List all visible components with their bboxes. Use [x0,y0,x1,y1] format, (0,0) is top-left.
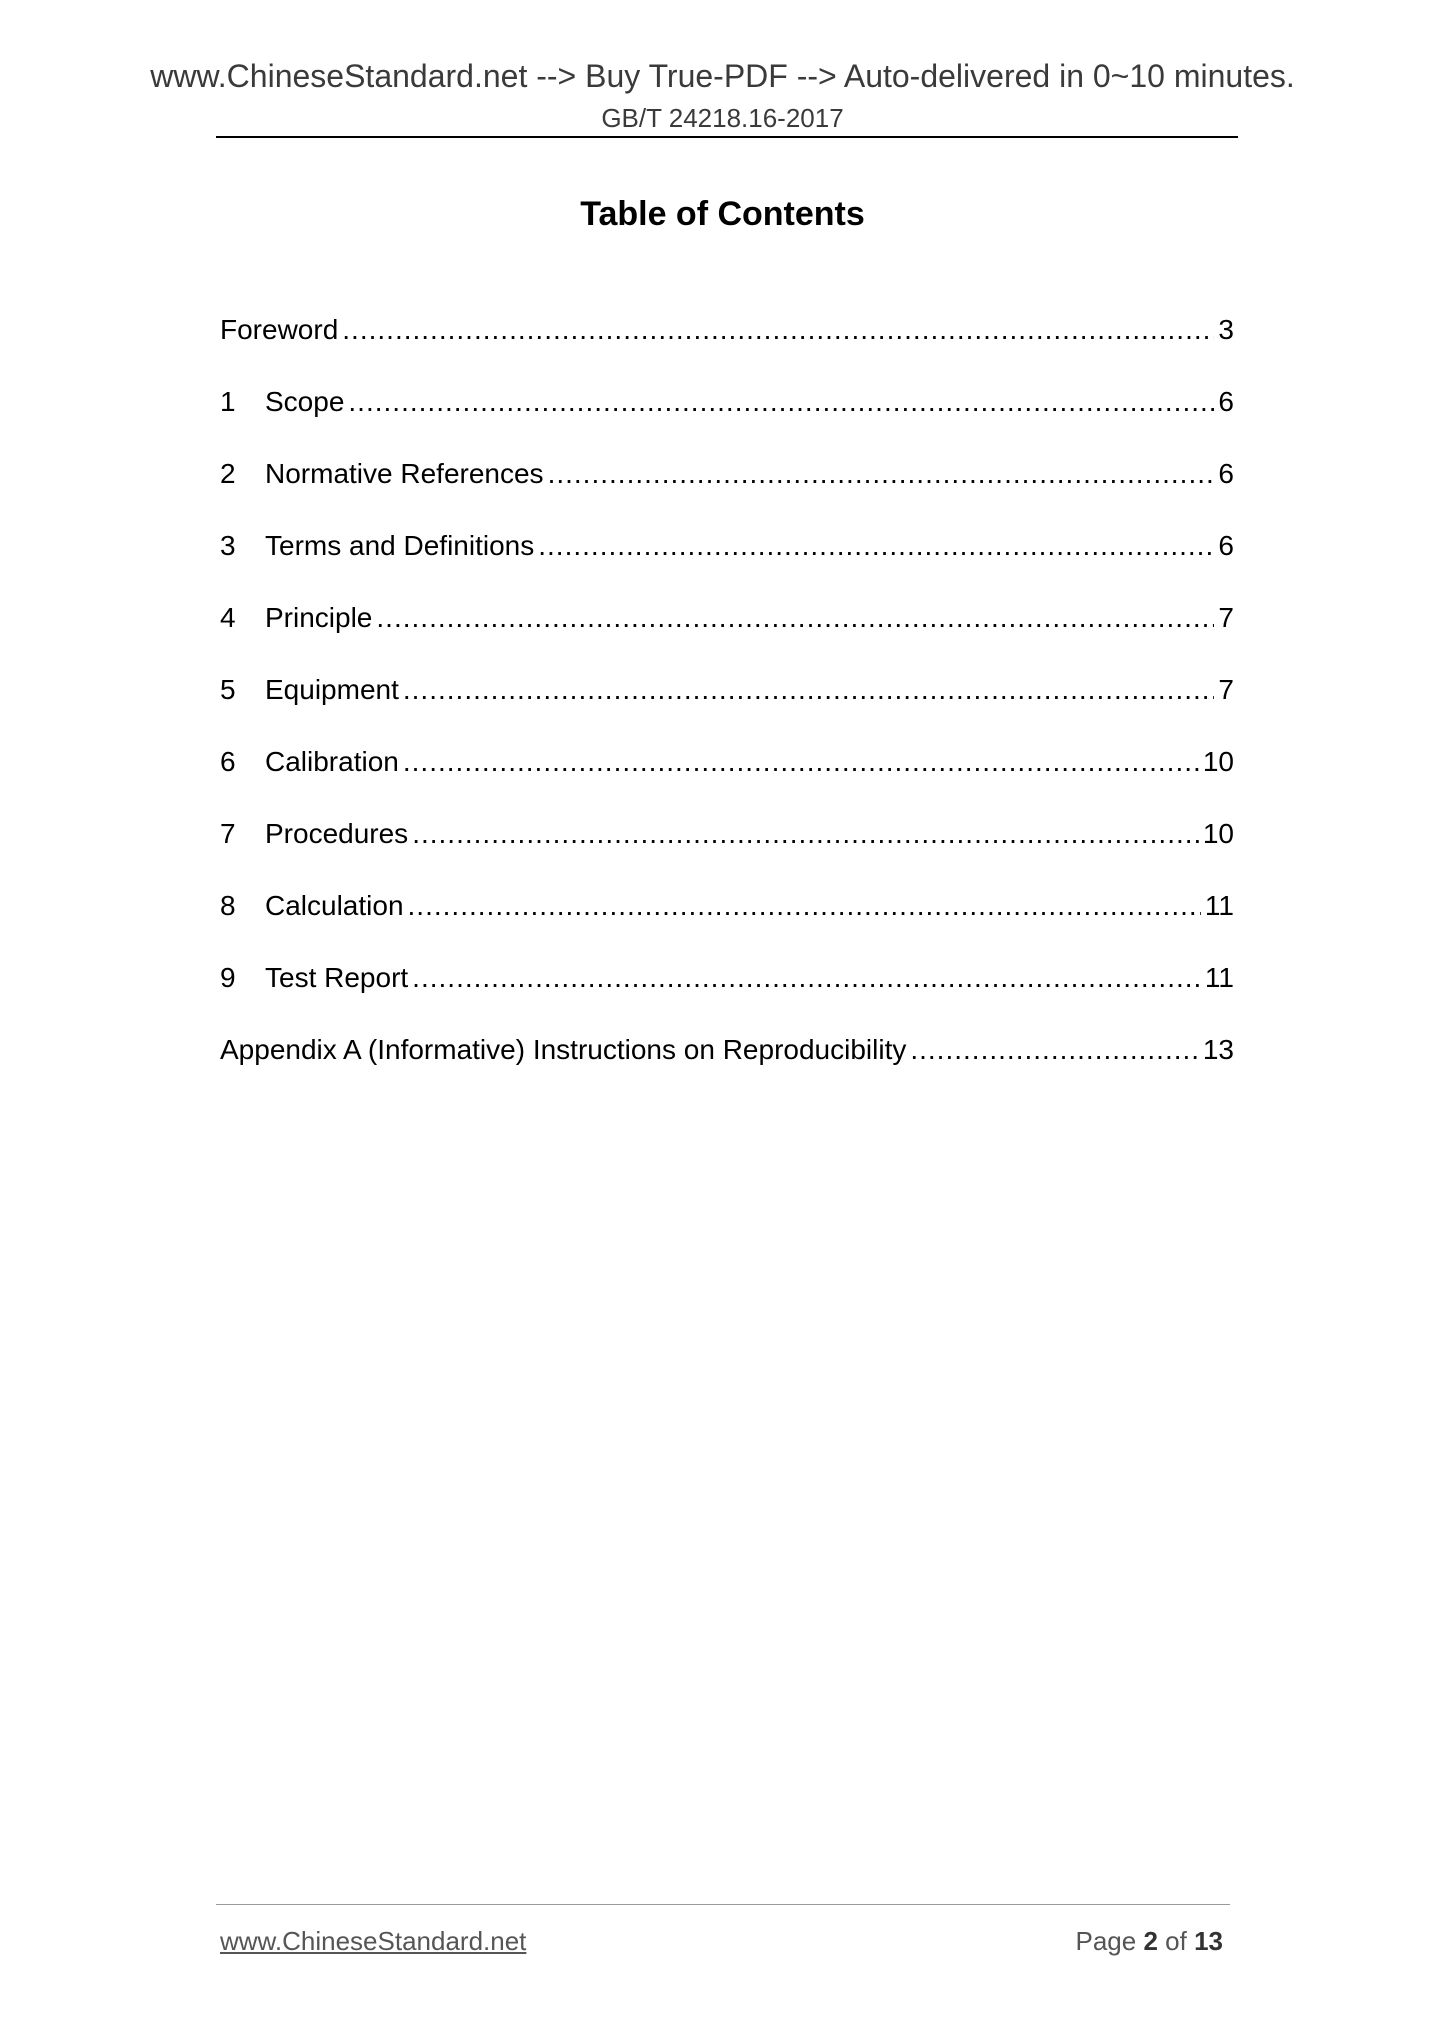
footer-website-link[interactable]: www.ChineseStandard.net [220,1926,527,1956]
toc-entry-label: Terms and Definitions [265,530,535,561]
page-prefix: Page [1075,1926,1137,1956]
footer-divider [216,1904,1230,1905]
toc-list [220,310,1234,1102]
toc-entry-number: 1 [220,386,236,417]
toc-entry-label: Procedures [265,818,409,849]
toc-entry-page: 7 [1218,674,1234,705]
toc-entry-number: 8 [220,890,236,921]
toc-entry-test-report[interactable] [220,958,1234,1030]
total-pages: 13 [1194,1926,1223,1956]
toc-entry-number: 6 [220,746,236,777]
toc-entry-label: Scope [265,386,345,417]
header-divider [216,136,1238,138]
toc-entry-page: 6 [1218,530,1234,561]
toc-entry-label: Test Report [265,962,409,993]
toc-entry-page: 11 [1204,962,1234,993]
toc-entry-page: 10 [1202,746,1234,777]
toc-dot-leader [412,958,1201,998]
current-page: 2 [1143,1926,1158,1956]
toc-dot-leader [538,526,1214,566]
toc-entry-page: 13 [1202,1034,1234,1065]
toc-dot-leader [403,742,1199,782]
toc-entry-label: Calibration [265,746,399,777]
toc-dot-leader [408,886,1201,926]
toc-entry-calibration[interactable] [220,742,1234,814]
toc-entry-page: 7 [1218,602,1234,633]
toc-entry-number: 3 [220,530,236,561]
toc-entry-label: Normative References [265,458,544,489]
toc-entry-principle[interactable] [220,598,1234,670]
toc-entry-page: 11 [1204,890,1234,921]
toc-entry-page: 10 [1202,818,1234,849]
toc-entry-foreword[interactable] [220,310,1234,382]
toc-entry-equipment[interactable] [220,670,1234,742]
toc-entry-scope[interactable] [220,382,1234,454]
toc-dot-leader [910,1030,1199,1070]
toc-entry-number: 4 [220,602,236,633]
page-of: of [1165,1926,1187,1956]
toc-dot-leader [403,670,1215,710]
toc-dot-leader [412,814,1199,854]
toc-entry-number: 5 [220,674,236,705]
toc-entry-label: Principle [265,602,373,633]
page-title: Table of Contents [580,195,865,233]
toc-dot-leader [342,310,1214,350]
toc-entry-terms-and-definitions[interactable] [220,526,1234,598]
toc-entry-label: Appendix A (Informative) Instructions on Reproducibility [220,1034,907,1065]
header-banner: www.ChineseStandard.net --> Buy True-PDF --> Auto-delivered in 0~10 minutes. [150,58,1295,94]
toc-entry-label: Foreword [220,314,339,345]
toc-entry-number: 2 [220,458,236,489]
toc-entry-procedures[interactable] [220,814,1234,886]
toc-dot-leader [548,454,1215,494]
toc-entry-number: 9 [220,962,236,993]
toc-entry-page: 6 [1218,458,1234,489]
toc-entry-normative-references[interactable] [220,454,1234,526]
toc-entry-calculation[interactable] [220,886,1234,958]
toc-entry-number: 7 [220,818,236,849]
toc-dot-leader [376,598,1214,638]
toc-entry-label: Equipment [265,674,399,705]
toc-entry-page: 6 [1218,386,1234,417]
toc-dot-leader [348,382,1214,422]
page-number [1075,1924,1223,1958]
toc-entry-appendix-a[interactable] [220,1030,1234,1102]
toc-entry-page: 3 [1218,314,1234,345]
toc-entry-label: Calculation [265,890,404,921]
standard-id: GB/T 24218.16-2017 [601,103,844,133]
